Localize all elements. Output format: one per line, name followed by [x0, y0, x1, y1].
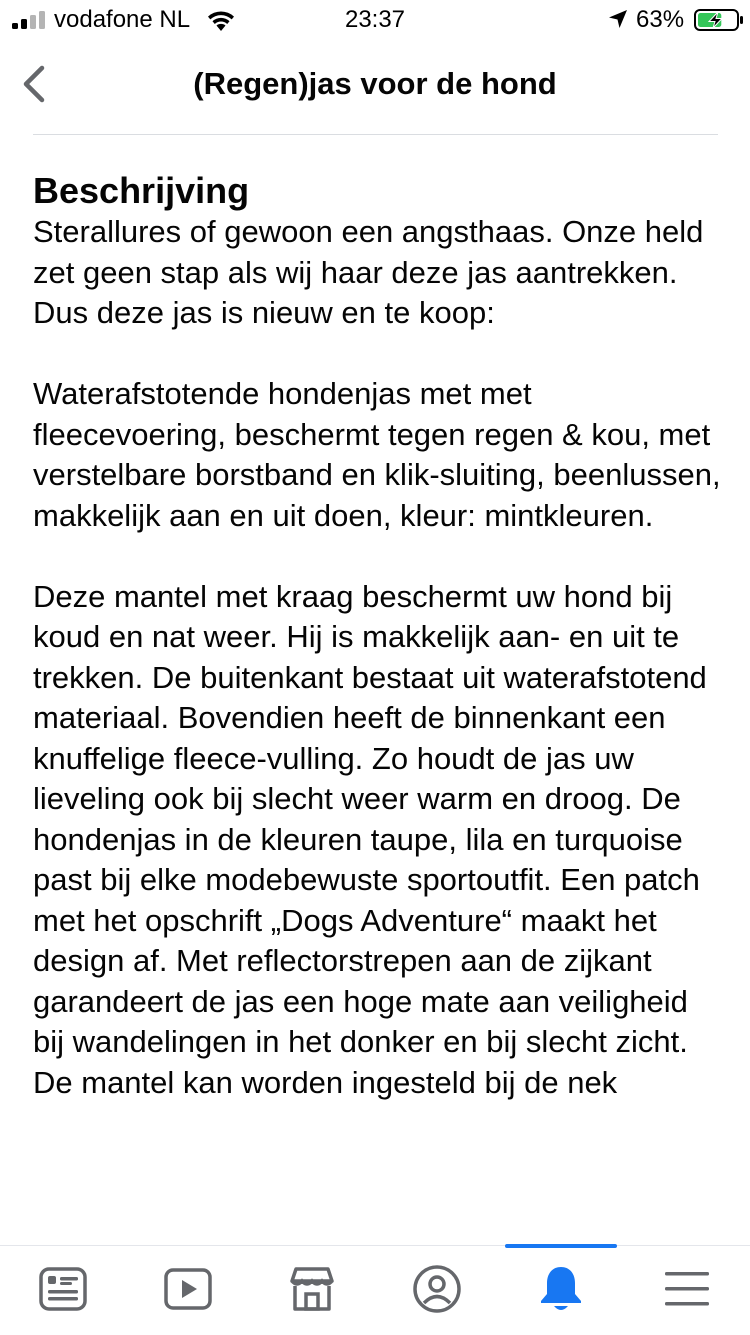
- battery-charging-icon: [694, 9, 744, 31]
- notifications-bell-icon: [536, 1264, 586, 1314]
- tab-news-feed[interactable]: [13, 1246, 113, 1335]
- bottom-tab-bar: [0, 1245, 750, 1335]
- video-play-icon: [163, 1264, 213, 1314]
- description-text: Sterallures of gewoon een angsthaas. Onze held zet geen stap als wij haar deze jas aantrekken. Dus deze jas is nieuw en te koop: Waterafstotende hondenjas met met fleecevoering, beschermt tegen regen & kou, met verstelbare borstband en klik-sluiting, beenlussen, makkelijk aan en uit doen, kleur: mintkleuren. Deze mantel met kraag beschermt uw hond bij koud en nat weer. Hij is makkelijk aan- en uit te trekken. De buitenkant bestaat uit waterafstotend materiaal. Bovendien heeft de binnenkant een knuffelige fleece-vulling. Zo houdt de jas uw lieveling ook bij slecht weer warm en droog. De hondenjas in de kleuren taupe, lila en turquoise past bij elke modebewuste sportoutfit. Een patch met het opschrift „Dogs Adventure“ maakt het design af. Met reflectorstrepen aan de zijkant garandeert de jas een hoge mate aan veiligheid bij wandelingen in het donker en bij slecht zicht. De mantel kan worden ingesteld bij de nek: [33, 214, 721, 1100]
- carrier-name: vodafone NL: [54, 6, 191, 33]
- tab-notifications[interactable]: [511, 1246, 611, 1335]
- description-heading: Beschrijving: [33, 170, 250, 211]
- news-feed-icon: [38, 1264, 88, 1314]
- menu-icon: [662, 1264, 712, 1314]
- tab-menu[interactable]: [637, 1246, 737, 1335]
- marketplace-store-icon: [287, 1264, 337, 1314]
- back-button[interactable]: [14, 60, 58, 108]
- tab-watch[interactable]: [138, 1246, 238, 1335]
- listing-content[interactable]: [33, 170, 723, 1245]
- tab-marketplace[interactable]: [262, 1246, 362, 1335]
- tab-profile[interactable]: [387, 1246, 487, 1335]
- location-arrow-icon: [608, 9, 628, 29]
- nav-header: [0, 40, 750, 128]
- status-time: 23:37: [344, 6, 406, 33]
- page-title: (Regen)jas voor de hond: [193, 66, 557, 101]
- status-bar: [0, 0, 750, 40]
- battery-percentage: 63%: [636, 6, 685, 33]
- profile-icon: [412, 1264, 462, 1314]
- chevron-left-icon: [14, 60, 58, 108]
- header-divider: [33, 134, 718, 135]
